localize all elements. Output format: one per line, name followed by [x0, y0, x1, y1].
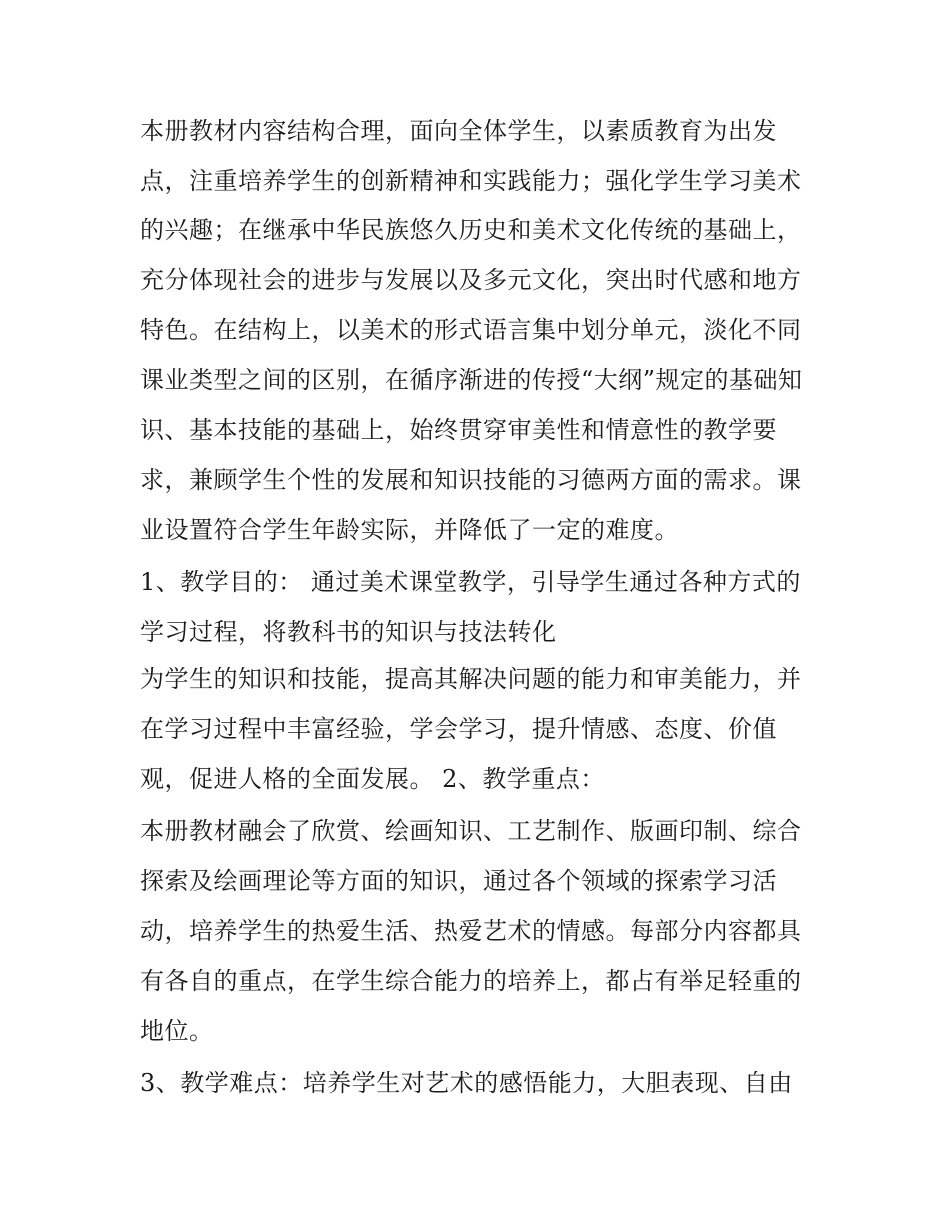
- text-line: 动，培养学生的热爱生活、热爱艺术的情感。每部分内容都具: [140, 917, 802, 945]
- text-line: 识、基本技能的基础上，始终贯穿审美性和情意性的教学要: [140, 416, 777, 444]
- text-line: 有各自的重点，在学生综合能力的培养上，都占有举足轻重的: [140, 967, 802, 995]
- text-line: 观，促进人格的全面发展。 2、教学重点：: [140, 765, 605, 793]
- text-line: 3、教学难点：培养学生对艺术的感悟能力，大胆表现、自由: [140, 1069, 793, 1097]
- text-line: 的兴趣；在继承中华民族悠久历史和美术文化传统的基础上，: [140, 216, 802, 244]
- text-line: 充分体现社会的进步与发展以及多元文化，突出时代感和地方: [140, 266, 802, 294]
- text-line: 在学习过程中丰富经验，学会学习，提升情感、态度、价值: [140, 715, 777, 743]
- text-line: 探索及绘画理论等方面的知识，通过各个领域的探索学习活: [140, 867, 777, 895]
- text-line: 为学生的知识和技能，提高其解决问题的能力和审美能力，并: [140, 665, 802, 693]
- text-line: 求，兼顾学生个性的发展和知识技能的习德两方面的需求。课: [140, 466, 802, 494]
- text-line: 点，注重培养学生的创新精神和实践能力；强化学生学习美术: [140, 167, 802, 195]
- text-line: 1、教学目的： 通过美术课堂教学，引导学生通过各种方式的: [140, 568, 801, 596]
- text-line: 本册教材内容结构合理，面向全体学生，以素质教育为出发: [140, 117, 777, 145]
- text-line: 特色。在结构上，以美术的形式语言集中划分单元，淡化不同: [140, 316, 802, 344]
- text-line: 地位。: [140, 1017, 214, 1045]
- text-line: 课业类型之间的区别，在循序渐进的传授“大纲”规定的基础知: [140, 366, 803, 394]
- text-line: 业设置符合学生年龄实际，并降低了一定的难度。: [140, 516, 679, 544]
- text-line: 学习过程，将教科书的知识与技法转化: [140, 618, 557, 646]
- text-line: 本册教材融会了欣赏、绘画知识、工艺制作、版画印制、综合: [140, 817, 802, 845]
